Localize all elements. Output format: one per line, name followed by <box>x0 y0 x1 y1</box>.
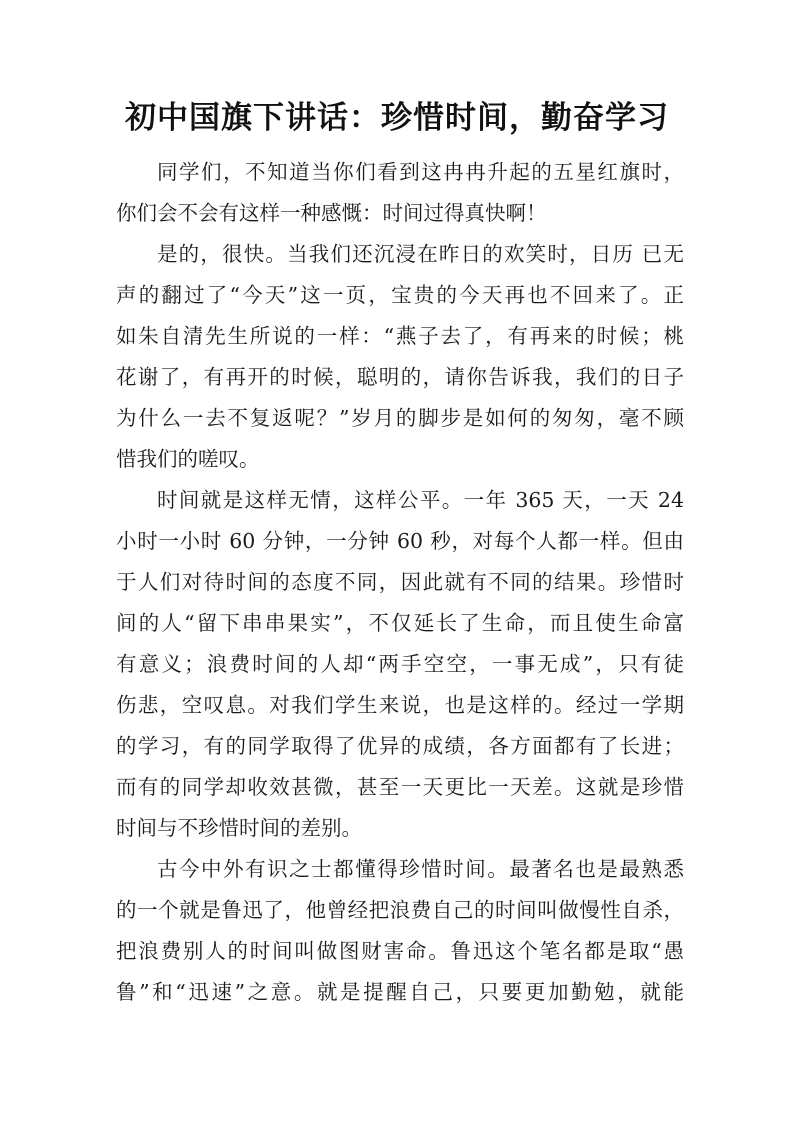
text-line: 你们会不会有这样一种感慨：时间过得真快啊！ <box>116 201 547 225</box>
document-body <box>116 152 684 1013</box>
text-line: 把浪费别人的时间叫做图财害命。鲁迅这个笔名都是取“愚 <box>116 939 684 963</box>
paragraph-4 <box>116 849 684 1013</box>
text-line: 是的，很快。当我们还沉浸在昨日的欢笑时，日历 已无 <box>157 242 684 266</box>
text-line: 花谢了，有再开的时候，聪明的，请你告诉我，我们的日子 <box>116 365 684 389</box>
text-line: 而有的同学却收效甚微，甚至一天更比一天差。这就是珍惜 <box>116 775 684 799</box>
text-line: 的学习，有的同学取得了优异的成绩，各方面都有了长进； <box>116 734 684 758</box>
text-line: 伤悲，空叹息。对我们学生来说，也是这样的。经过一学期 <box>116 693 684 717</box>
text-line: 鲁”和“迅速”之意。就是提醒自己，只要更加勤勉，就能 <box>116 980 684 1004</box>
text-line: 间的人“留下串串果实”，不仅延长了生命，而且使生命富 <box>116 611 684 635</box>
page-title: 初中国旗下讲话：珍惜时间，勤奋学习 <box>125 100 669 136</box>
paragraph-1 <box>116 152 684 234</box>
text-line: 的一个就是鲁迅了，他曾经把浪费自己的时间叫做慢性自杀， <box>116 898 684 922</box>
text-line: 于人们对待时间的态度不同，因此就有不同的结果。珍惜时 <box>116 570 684 594</box>
text-line: 时间与不珍惜时间的差别。 <box>116 816 362 840</box>
text-line: 时间就是这样无情，这样公平。一年 365 天，一天 24 <box>157 488 684 512</box>
text-line: 如朱自清先生所说的一样：“燕子去了，有再来的时候；桃 <box>116 324 684 348</box>
text-line: 古今中外有识之士都懂得珍惜时间。最著名也是最熟悉 <box>157 857 684 881</box>
text-line: 有意义；浪费时间的人却“两手空空，一事无成”，只有徒 <box>116 652 684 676</box>
text-line: 惜我们的嗟叹。 <box>116 447 260 471</box>
paragraph-2 <box>116 234 684 480</box>
text-line: 声的翻过了“今天”这一页，宝贵的今天再也不回来了。正 <box>116 283 684 307</box>
paragraph-3 <box>116 480 684 849</box>
text-line: 为什么一去不复返呢？”岁月的脚步是如何的匆匆，毫不顾 <box>116 406 684 430</box>
text-line: 小时一小时 60 分钟，一分钟 60 秒，对每个人都一样。但由 <box>116 529 684 553</box>
text-line: 同学们，不知道当你们看到这冉冉升起的五星红旗时， <box>157 160 684 184</box>
